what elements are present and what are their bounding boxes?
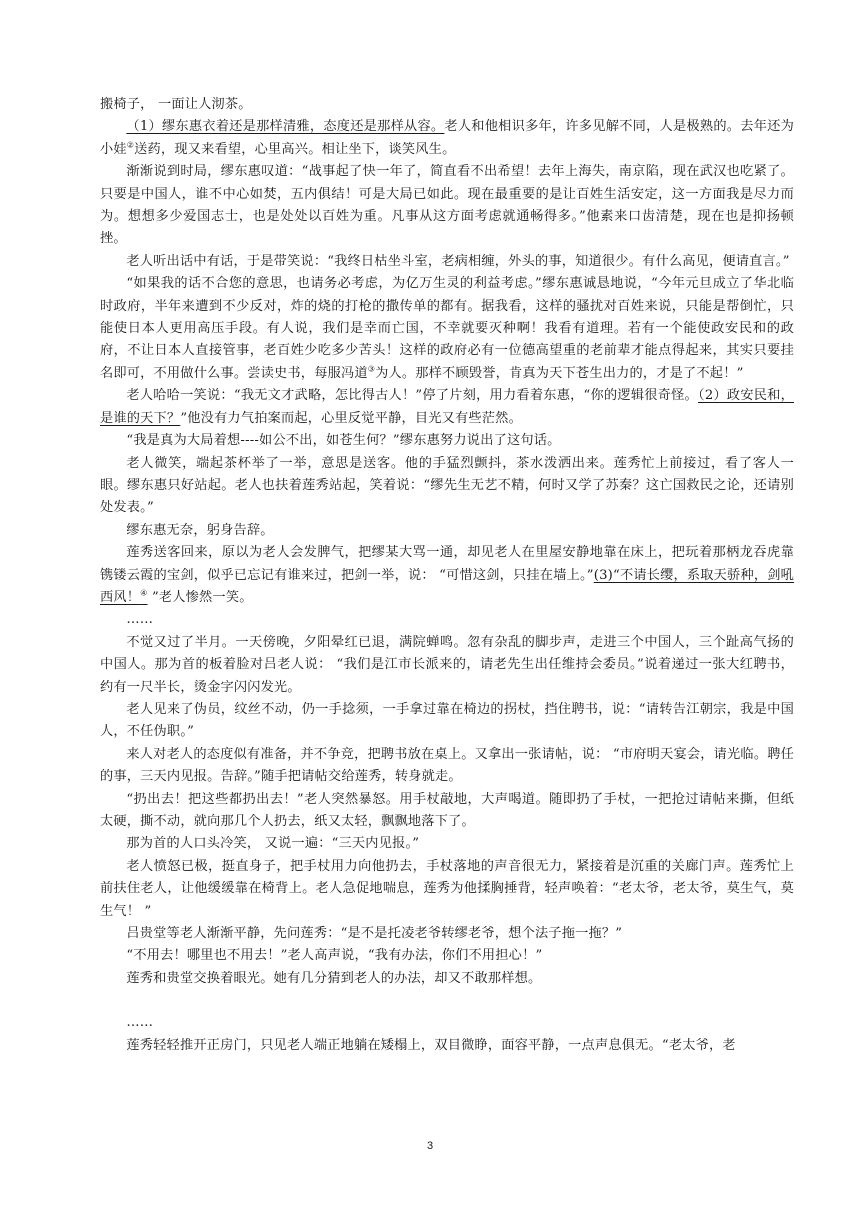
paragraph: [100, 542, 794, 609]
text-run: 吕贵堂等老人渐渐平静，先问莲秀：“是不是托凌老爷转缪老爷，想个法子拖一拖？”: [126, 926, 623, 942]
paragraph: [100, 856, 794, 923]
text-run: 为人。那样不顾毁誉，肯真为天下苍生出力的，才是了不起！”: [375, 365, 744, 381]
text-run: “我是真为大局着想----如公不出，如苍生何？”缪东惠努力说出了这句话。: [126, 433, 561, 449]
text-run: 老人听出话中有话，于是带笑说：“我终日枯坐斗室，老病相缠，外头的事，知道很少。有什么高见，便请直言。”: [126, 253, 790, 269]
text-run: “扔出去！把这些都扔出去！”老人突然暴怒。用手杖敲地，大声喝道。随即扔了手杖，一把抢过请帖来撕，但纸太硬，撕不动，就向那几个人扔去，纸又太轻，飘飘地落下了。: [100, 791, 794, 829]
paragraph: [100, 789, 794, 834]
text-run: 不觉又过了半月。一天傍晚，夕阳晕红已退，满院蝉鸣。忽有杂乱的脚步声，走进三个中国人，三个趾高气扬的中国人。那为首的板着脸对吕老人说： “我们是江市长派来的，请老先生出任维持会委员。”说着递过一张大红聘书，约有一尺半长，烫金字闪闪发光。: [100, 634, 794, 695]
footnote-marker: ②: [126, 140, 135, 150]
paragraph: [100, 968, 794, 990]
paragraph: [100, 520, 794, 542]
text-run: 老人哈哈一笑说：“我无文才武略，怎比得古人！”停了片刻，用力看着东惠，“你的逻辑很奇怪。: [126, 388, 698, 404]
paragraph: [100, 94, 794, 116]
text-run: 老人微笑，端起茶杯举了一举，意思是送客。他的手猛烈颤抖，茶水泼洒出来。莲秀忙上前接过，看了客人一眼。缪东惠只好站起。老人也扶着莲秀站起，笑着说：“缪先生无艺不精，何时又学了苏秦？这亡国救民之论，还请别处发表。”: [100, 455, 794, 516]
underlined-sentence: （2）政安民和，是谁的天下？: [100, 388, 795, 426]
body-text: [100, 94, 794, 1057]
paragraph: [100, 251, 794, 273]
paragraph: [100, 161, 794, 251]
paragraph: [100, 116, 794, 161]
paragraph: [100, 945, 794, 967]
text-run: 莲秀轻轻推开正房门，只见老人端正地躺在矮榻上，双目微睁，面容平静，一点声息俱无。“老太爷，老: [126, 1037, 736, 1053]
text-run: 缪东惠无奈，躬身告辞。: [126, 522, 274, 538]
text-run: 莲秀和贵堂交换着眼光。她有几分猜到老人的办法，却又不敢那样想。: [126, 970, 542, 986]
page-number: 3: [426, 1140, 434, 1152]
text-run: ”老人惨然一笑。: [147, 589, 253, 605]
paragraph: [100, 699, 794, 744]
text-run: ”他没有力气拍案而起，心里反觉平静，目光又有些茫然。: [180, 410, 522, 426]
text-run: 搬椅子， 一面让人沏茶。: [100, 97, 252, 112]
text-run: “不用去！哪里也不用去！”老人高声说，“我有办法，你们不用担心！”: [126, 948, 543, 964]
paragraph: [100, 744, 794, 789]
text-run: 那为首的人口头冷笑， 又说一遍：“三天内见报。”: [126, 836, 420, 852]
text-run: ……: [126, 1015, 154, 1031]
paragraph: [100, 632, 794, 699]
paragraph: [100, 1035, 794, 1057]
paragraph: [100, 609, 794, 631]
text-run: 老人见来了伪员，纹丝不动，仍一手捻须，一手拿过靠在椅边的拐杖，挡住聘书，说：“请转告江朝宗，我是中国人，不任伪职。”: [100, 701, 794, 740]
footnote-marker: ④: [140, 588, 148, 598]
underlined-sentence: （1）缪东惠衣着还是那样清雅，态度还是那样从容。: [126, 119, 445, 135]
paragraph: [100, 430, 794, 452]
text-run: 渐渐说到时局，缪东惠叹道：“战事起了快一年了，简直看不出希望！去年上海失，南京陷，现在武汉也吃紧了。只要是中国人，谁不中心如焚，五内俱结！可是大局已如此。现在最重要的是让百姓生活安定，这一方面我是尽力而为。想想多少爱国志士，也是处处以百姓为重。凡事从这方面考虑就通畅得多。”他素来口齿清楚，现在也是抑扬顿挫。: [100, 164, 794, 247]
paragraph-gap: [100, 990, 794, 1012]
paragraph: [100, 273, 794, 385]
text-run: ……: [126, 612, 154, 628]
paragraph: [100, 385, 794, 430]
footnote-marker: ③: [367, 364, 376, 374]
paragraph: [100, 453, 794, 520]
text-run: 送药，现又来看望，心里高兴。相让坐下，谈笑风生。: [134, 141, 456, 157]
paragraph: [100, 923, 794, 945]
text-run: 老人和他相识多年，许多见解不同，人是极熟的。去年还为小娃: [100, 119, 794, 157]
paragraph: [100, 833, 794, 855]
text-run: “如果我的话不合您的意思，也请务必考虑，为亿万生灵的利益考虑。”缪东惠诚恳地说，“今年元旦成立了华北临时政府，半年来遭到不少反对，炸的烧的打枪的撒传单的都有。据我看，这样的骚扰对百姓来说，只能是帮倒忙，只能使日本人更用高压手段。有人说，我们是幸而亡国，不幸就要灭种啊！我看有道理。若有一个能使政安民和的政府，不让日本人直接管事，老百姓少吃多少苦头！这样的政府必有一位德高望重的老前辈才能点得起来，其实只要挂名即可，不用做什么事。尝读史书，每服冯道: [100, 276, 794, 381]
underlined-text: (3)“不请长缨，系取天骄种，剑吼西风！: [100, 567, 795, 605]
text-run: 来人对老人的态度似有准备，并不争竞，把聘书放在桌上。又拿出一张请帖，说： “市府明天宴会，请光临。聘任的事，三天内见报。告辞。”随手把请帖交给莲秀，转身就走。: [100, 746, 794, 785]
paragraph: [100, 1012, 794, 1034]
text-run: 老人愤怒已极，挺直身子，把手杖用力向他扔去，手杖落地的声音很无力，紧接着是沉重的关廊门声。莲秀忙上前扶住老人，让他缓缓靠在椅背上。老人急促地喘息，莲秀为他揉胸捶背，轻声唤着：“老太爷，老太爷，莫生气，莫生气！ ”: [100, 858, 794, 919]
text-run: 莲秀送客回来，原以为老人会发脾气，把缪某大骂一通，却见老人在里屋安静地靠在床上，把玩着那柄龙吞虎靠镌镂云霞的宝剑，似乎已忘记有谁来过，把剑一举，说： “可惜这剑，只挂在墙上。”: [100, 545, 794, 583]
